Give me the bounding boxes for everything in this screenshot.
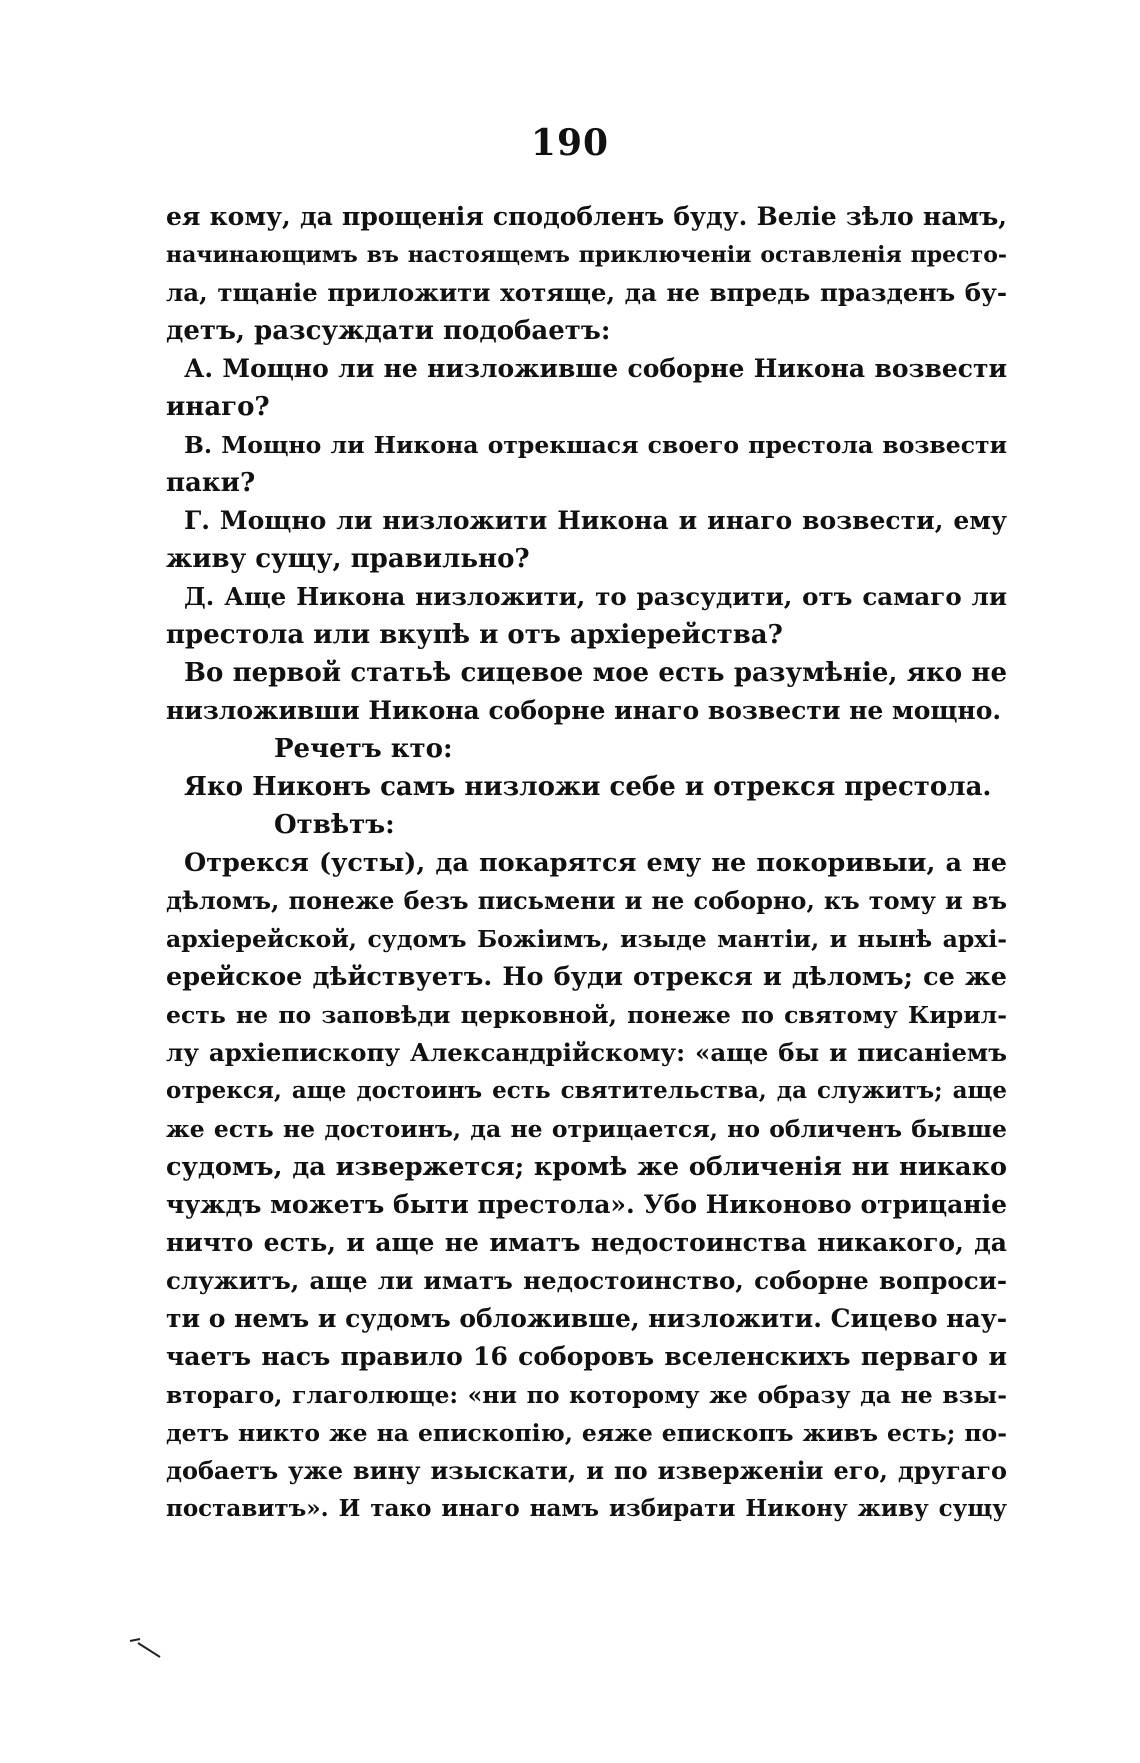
text-line: чуждъ можетъ быти престола». Убо Никоново отрицаніе xyxy=(166,1190,1007,1219)
text-line: есть не по заповѣди церковной, понеже по святому Кирил- xyxy=(166,1001,1007,1029)
text-line: низложивши Никона соборне инаго возвести не мощно. xyxy=(166,696,1002,725)
text-line: добаетъ уже вину изыскати, и по изверженіи его, другаго xyxy=(166,1456,1007,1485)
text-line: ла, тщаніе приложити хотяще, да не впредь празденъ бу- xyxy=(166,278,1007,307)
text-line: отрекся, аще достоинъ есть святительства, да служитъ; аще xyxy=(166,1077,1007,1104)
text-line: живу сущу, правильно? xyxy=(166,544,530,574)
text-line: служитъ, аще ли иматъ недостоинство, соборне вопроси- xyxy=(166,1266,1007,1295)
text-line: лу архіепископу Александрійскому: «аще бы и писаніемъ xyxy=(166,1038,1007,1067)
text-line: детъ, разсуждати подобаетъ: xyxy=(166,316,611,346)
text-line: Во первой статьѣ сицевое мое есть разумѣніе, яко не xyxy=(184,658,1007,688)
text-line: А. Мощно ли не низложивше соборне Никона возвести xyxy=(184,354,1007,383)
margin-pencil-mark xyxy=(128,1635,164,1659)
text-line: втораго, глаголюще: «ни по которому же образу да не взы- xyxy=(166,1381,1007,1409)
text-line: судомъ, да извержется; кромѣ же обличенія ни никако xyxy=(166,1152,1007,1182)
text-line: Яко Никонъ самъ низложи себе и отрекся престола. xyxy=(184,772,992,802)
text-line: В. Мощно ли Никона отрекшася своего престола возвести xyxy=(184,431,1007,459)
text-line: детъ никто же на епископію, еяже епископъ живъ есть; по- xyxy=(166,1419,1007,1447)
body-text xyxy=(166,198,1007,1528)
text-line: паки? xyxy=(166,468,256,498)
text-line: престола или вкупѣ и отъ архіерейства? xyxy=(166,620,783,650)
text-line: чаетъ насъ правило 16 соборовъ вселенскихъ перваго и xyxy=(166,1342,1007,1371)
text-line: Отвѣтъ: xyxy=(274,810,395,840)
text-line: инаго? xyxy=(166,392,270,422)
text-line: ничто есть, и аще не иматъ недостоинства никакого, да xyxy=(166,1228,1007,1257)
text-line: Речетъ кто: xyxy=(274,734,453,764)
text-line: архіерейской, судомъ Божіимъ, изыде мантіи, и нынѣ архі- xyxy=(166,925,1007,953)
text-line: начинающимъ въ настоящемъ приключеніи оставленія престо- xyxy=(166,242,1007,268)
text-line: Отрекся (усты), да покарятся ему не покоривыи, а не xyxy=(184,848,1007,878)
text-line: ти о немъ и судомъ обложивше, низложити. Сицево нау- xyxy=(166,1304,1007,1333)
text-line: ерейское дѣйствуетъ. Но буди отрекся и дѣломъ; се же xyxy=(166,962,1007,992)
text-line: Д. Аще Никона низложити, то разсудити, отъ самаго ли xyxy=(184,582,1007,611)
page-number: 190 xyxy=(530,122,610,164)
text-line: ея кому, да прощенія сподобленъ буду. Веліе зѣло намъ, xyxy=(166,202,1007,231)
text-line: Г. Мощно ли низложити Никона и инаго возвести, ему xyxy=(184,506,1007,535)
text-line: дѣломъ, понеже безъ письмени и не соборно, къ тому и въ xyxy=(166,886,1007,915)
text-line: поставитъ». И тако инаго намъ избирати Никону живу сущу xyxy=(166,1495,1007,1522)
text-line: же есть не достоинъ, да не отрицается, но обличенъ бывше xyxy=(166,1115,1007,1143)
